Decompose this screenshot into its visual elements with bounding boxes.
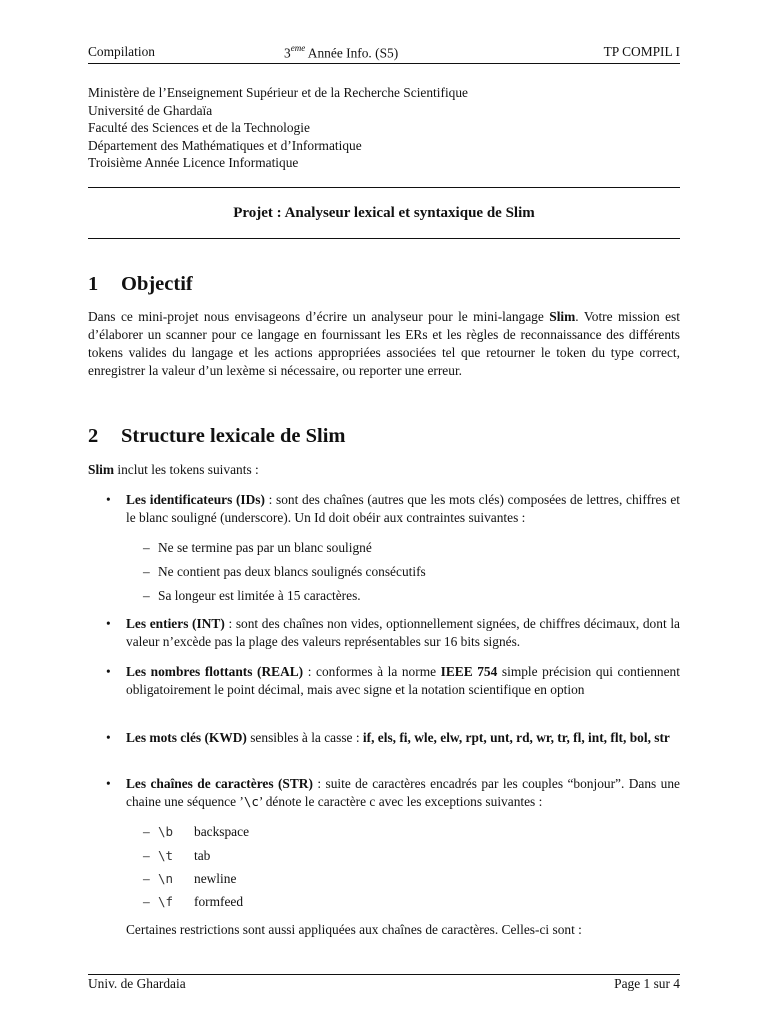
escape-item: – \n newline: [143, 871, 237, 886]
objective-paragraph: Dans ce mini-projet nous envisageons d’écrire un analyseur pour le mini-langage Slim. Votre mission est d’élaborer un scanner pour ce langage en fournissant les ERs et les règles de reconnaissance des différents tokens valides du langage et les actions appropriées associées tel que retourner le token du type correct, enregistrer la valeur d’un lexème si nécessaire, ou reporter une erreur.: [88, 309, 680, 378]
section-heading: 2 Structure lexicale de Slim: [88, 425, 346, 447]
escape-item: – \f formfeed: [143, 894, 244, 909]
running-header: [88, 44, 680, 62]
list-item: • Les nombres flottants (REAL) : conformes à la norme IEEE 754 simple précision qui contiennent obligatoirement le point décimal, mais avec signe et la notation scientifique en option: [106, 664, 680, 697]
list-item: • Les chaînes de caractères (STR) : suite de caractères encadrés par les couples “bonjour”. Dans une chaine une séquence ’\c’ dénote le caractère c avec les exceptions suivantes :: [106, 776, 680, 809]
list-item: • Les mots clés (KWD) sensibles à la casse : if, els, fi, wle, elw, rpt, unt, rd, wr, tr, fl, int, flt, bol, str: [106, 730, 670, 745]
title-rule-top: [88, 187, 680, 188]
list-item: • Les entiers (INT) : sont des chaînes non vides, optionnellement signées, de chiffres décimaux, dont la valeur n’excède pas la plage des valeurs représentables sur 16 bits signés.: [106, 616, 680, 649]
document-page: [88, 0, 680, 1024]
tokens-intro: Slim inclut les tokens suivants :: [88, 462, 259, 477]
escape-item: – \t tab: [143, 848, 211, 863]
header-year: 3eme Année Info. (S5): [284, 43, 399, 61]
header-tp: TP COMPIL I: [603, 44, 680, 59]
sub-list-item: – Sa longeur est limitée à 15 caractères.: [143, 588, 361, 603]
institution-line: Université de Ghardaïa: [88, 102, 213, 118]
footer-university: Univ. de Ghardaia: [88, 976, 186, 991]
sub-list-item: – Ne contient pas deux blancs soulignés consécutifs: [143, 564, 426, 579]
page-number: Page 1 sur 4: [614, 976, 680, 991]
institution-line: Faculté des Sciences et de la Technologie: [88, 120, 310, 135]
institution-block: [88, 84, 468, 172]
institution-line: Ministère de l’Enseignement Supérieur et de la Recherche Scientifique: [88, 85, 469, 100]
sub-list-item: – Ne se termine pas par un blanc souligné: [143, 540, 372, 555]
restrictions-note: Certaines restrictions sont aussi appliquées aux chaînes de caractères. Celles-ci sont :: [126, 922, 582, 937]
section-heading: 1 Objectif: [88, 273, 193, 295]
project-title: Projet : Analyseur lexical et syntaxique de Slim: [233, 205, 535, 221]
footer-rule: [88, 974, 680, 975]
keyword-list: if, els, fi, wle, elw, rpt, unt, rd, wr, tr, fl, int, flt, bol, str: [362, 730, 670, 745]
institution-line: Troisième Année Licence Informatique: [88, 155, 299, 170]
escape-item: – \b backspace: [143, 824, 250, 839]
title-rule-bottom: [88, 238, 680, 239]
list-item: • Les identificateurs (IDs) : sont des chaînes (autres que les mots clés) composées de lettres, chiffres et le blanc souligné (underscore). Un Id doit obéir aux contraintes suivantes :: [106, 492, 680, 525]
header-rule: [88, 63, 680, 64]
institution-line: Département des Mathématiques et d’Informatique: [88, 137, 362, 153]
header-course: Compilation: [88, 44, 155, 59]
